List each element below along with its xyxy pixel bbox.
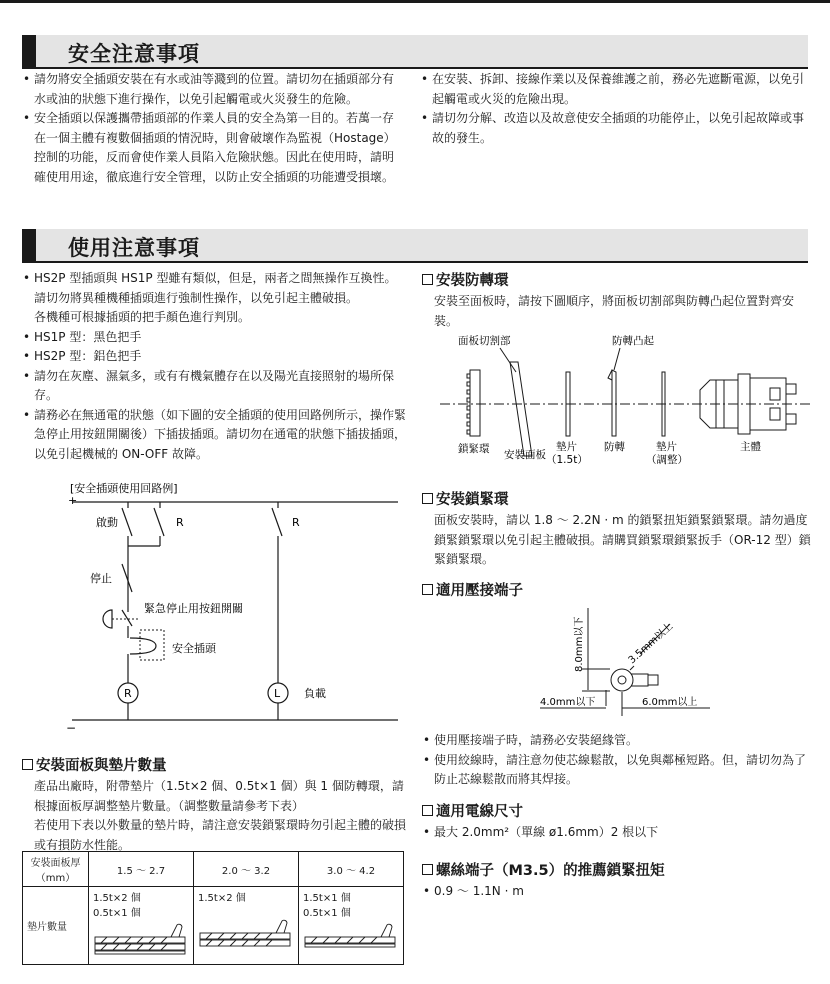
terminal-bullet: • 使用壓接端子時，請務必安裝絕緣管。 — [422, 731, 814, 751]
safety-plug-label: 安全插頭 — [172, 642, 216, 655]
relay-coil-label: R — [124, 687, 132, 700]
torque-section — [422, 860, 812, 902]
load-coil-label: L — [274, 687, 281, 700]
wire-heading: 適用電線尺寸 — [422, 801, 812, 823]
spacer-stack-icon — [198, 915, 294, 951]
relay-contact-label: R — [176, 516, 184, 529]
table-header-row — [23, 852, 404, 887]
table-cell: 1.5t×2 個 0.5t×1 個 — [89, 887, 194, 965]
wire-section — [422, 801, 812, 843]
safety-right-column — [420, 70, 812, 148]
spacer-label: 墊片 — [656, 441, 677, 453]
checkbox-icon — [422, 584, 433, 595]
main-body-label: 主體 — [740, 441, 761, 453]
usage-sub-bullet: • HS2P 型：鋁色把手 — [22, 347, 406, 367]
safety-bullet: • 請切勿分解、改造以及故意使安全插頭的功能停止，以免引起故障或事故的發生。 — [420, 109, 812, 148]
stop-label: 停止 — [90, 572, 112, 585]
anti-rotation-label: 防轉 — [604, 441, 625, 453]
panel-section — [22, 755, 406, 855]
table-row-label: 墊片數量 — [23, 887, 89, 965]
wire-spec: • 最大 2.0mm²（單線 ø1.6mm）2 根以下 — [422, 823, 812, 843]
length-limit-label: 6.0mm以上 — [642, 697, 698, 708]
table-header-cell: 安裝面板厚 （mm） — [23, 852, 89, 887]
table-header-cell: 2.0 ～ 3.2 — [194, 852, 299, 887]
terminal-section — [422, 580, 812, 602]
lock-ring-heading: 安裝鎖緊環 — [422, 489, 812, 511]
spacer-table — [22, 851, 404, 965]
section-marker — [22, 35, 36, 67]
lock-ring-text: 面板安裝時，請以 1.8 ～ 2.2N · m 的鎖緊扭矩鎖緊鎖緊環。請勿過度鎖緊鎖緊環以免引起主體破損。請購買鎖緊環鎖緊扳手（OR-12 型）鎖緊鎖緊環。 — [434, 513, 811, 566]
width-limit-label: 4.0mm以下 — [540, 697, 596, 708]
usage-note: 各機種可根據插頭的把手顏色進行判別。 — [34, 310, 251, 324]
usage-sub-bullet: • HS1P 型：黑色把手 — [22, 328, 406, 348]
section-marker — [22, 229, 36, 261]
panel-text: 產品出廠時，附帶墊片（1.5t×2 個、0.5t×1 個）與 1 個防轉環，請根據面板厚調整墊片數量。（調整數量請參考下表） — [34, 779, 404, 813]
table-cell: 1.5t×1 個 0.5t×1 個 — [299, 887, 404, 965]
safety-bullet: • 在安裝、拆卸、接線作業以及保養維護之前，務必先遮斷電源，以免引起觸電或火災的危險出現。 — [420, 70, 812, 109]
spacer-stack-icon — [93, 919, 189, 955]
table-cell: 1.5t×2 個 — [194, 887, 299, 965]
section-header-usage — [22, 229, 808, 263]
assembly-diagram — [440, 332, 810, 472]
estop-label: 緊急停止用按鈕開關 — [144, 602, 243, 615]
terminal-bullet: • 使用絞線時，請注意勿使芯線鬆散，以免與鄰極短路。但，請切勿為了防止芯線鬆散而將其焊接。 — [422, 751, 814, 790]
table-row — [23, 887, 404, 965]
lock-ring-section — [422, 489, 812, 570]
usage-left-column — [22, 269, 406, 464]
crimp-terminal-diagram — [530, 604, 730, 720]
table-header-cell: 1.5 ～ 2.7 — [89, 852, 194, 887]
circuit-title: [安全插頭使用回路例] — [70, 482, 178, 495]
torque-heading: 螺絲端子（M3.5）的推薦鎖緊扭矩 — [422, 860, 812, 882]
safety-left-column — [22, 70, 404, 187]
lock-ring-label: 鎖緊環 — [458, 443, 490, 455]
usage-bullet: • 請務必在無通電的狀態（如下圖的安全插頭的使用回路例所示，操作緊急停止用按鈕開關後）下插拔插頭。請切勿在通電的狀態下插拔插頭，以免引起機械的 ON-OFF 故障。 — [22, 406, 406, 465]
terminal-heading: 適用壓接端子 — [422, 580, 812, 602]
height-limit-label: 8.0mm以下 — [574, 616, 585, 672]
spacer-adjust-label: （調整） — [646, 454, 688, 466]
circuit-diagram — [60, 480, 406, 738]
plus-sign: + — [68, 494, 78, 507]
hole-diameter-label: 3.5mm以上 — [626, 620, 676, 667]
minus-sign: − — [66, 721, 77, 735]
spacer-thickness-label: （1.5t） — [546, 454, 588, 466]
spacer-stack-icon — [303, 919, 399, 955]
load-label: 負載 — [304, 687, 326, 700]
panel-heading — [22, 755, 406, 777]
checkbox-icon — [22, 759, 33, 770]
usage-bullet: • 請勿在灰塵、濕氣多，或有有機氣體存在以及陽光直接照射的場所保存。 — [22, 367, 406, 406]
mount-panel-label: 安裝面板 — [504, 449, 546, 461]
rotation-text: 安裝至面板時，請按下圖順序，將面板切割部與防轉凸起位置對齊安裝。 — [434, 294, 795, 328]
panel-cut-label: 面板切割部 — [458, 335, 511, 347]
usage-bullet: • HS2P 型插頭與 HS1P 型雖有類似，但是，兩者之間無操作互換性。請切勿將異種機種插頭進行強制性操作，以免引起主體破損。 — [22, 269, 406, 308]
relay-contact-label: R — [292, 516, 300, 529]
checkbox-icon — [422, 493, 433, 504]
checkbox-icon — [422, 274, 433, 285]
section-header-safety — [22, 35, 808, 69]
rotation-heading: 安裝防轉環 — [422, 270, 812, 292]
table-header-cell: 3.0 ～ 4.2 — [299, 852, 404, 887]
safety-bullet: • 請勿將安全插頭安裝在有水或油等濺到的位置。請切勿在插頭部分有水或油的狀態下進行操作，以免引起觸電或火災發生的危險。 — [22, 70, 404, 109]
anti-rotation-bump-label: 防轉凸起 — [612, 335, 654, 347]
section-title: 使用注意事項 — [68, 236, 200, 260]
top-rule — [0, 0, 830, 3]
panel-title: 安裝面板與墊片數量 — [36, 758, 167, 774]
checkbox-icon — [422, 805, 433, 816]
rotation-section — [422, 270, 812, 331]
spacer-label: 墊片 — [556, 441, 577, 453]
terminal-notes — [422, 731, 814, 790]
checkbox-icon — [422, 864, 433, 875]
start-label: 啟動 — [96, 516, 118, 529]
safety-bullet: • 安全插頭以保護攜帶插頭部的作業人員的安全為第一目的。若萬一存在一個主體有複數個插頭的情況時，則會破壞作為監視（Hostage）控制的功能，反而會使作業人員陷入危險狀態。因此在使用時，請明確使用用途，徹底進行安全管理，以防止安全插頭的功能遭受損壞。 — [22, 109, 404, 187]
panel-text: 若使用下表以外數量的墊片時，請注意安裝鎖緊環時勿引起主體的破損或有損防水性能。 — [34, 818, 407, 852]
section-title: 安全注意事項 — [68, 42, 200, 66]
torque-spec: • 0.9 ～ 1.1N · m — [422, 882, 812, 902]
